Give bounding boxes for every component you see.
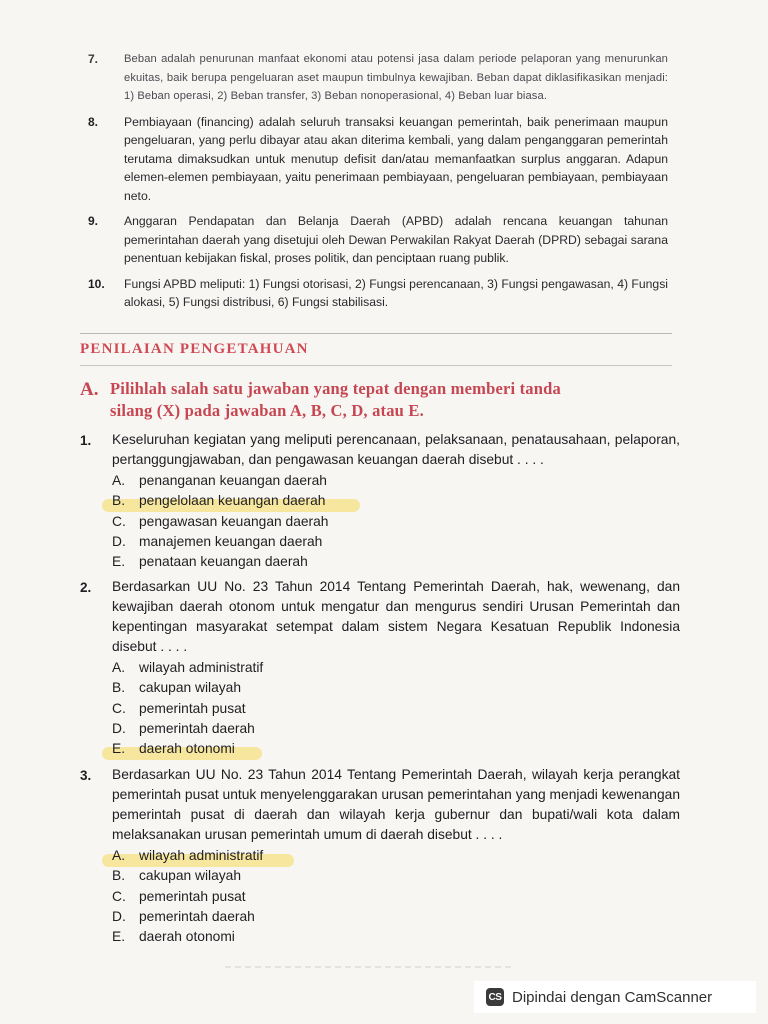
- option-text: daerah otonomi: [139, 741, 235, 757]
- definition-item: [88, 50, 668, 106]
- option-text: wilayah administratif: [139, 848, 264, 863]
- option-letter: A.: [112, 473, 126, 488]
- instruction-line: Pilihlah salah satu jawaban yang tepat dengan memberi tanda: [110, 379, 561, 398]
- definition-item: [88, 275, 668, 312]
- option-text: cakupan wilayah: [139, 868, 242, 884]
- option-a[interactable]: [112, 846, 680, 866]
- camscanner-text: Dipindai dengan CamScanner: [512, 988, 713, 1006]
- question-stem: Berdasarkan UU No. 23 Tahun 2014 Tentang Pemerintah Daerah, wilayah kerja perangkat pemerintah pusat untuk menyelenggarakan urusan pemerintahan yang menjadi kewenangan pemerintah pusat di daerah dan wilayah kerja gubernur dan bupati/wali kota dalam melaksanakan urusan pemerintah umum di daerah disebut . . . .: [112, 767, 680, 842]
- option-text: pemerintah daerah: [139, 908, 255, 924]
- definition-number: 9.: [88, 214, 99, 228]
- definition-text: Beban adalah penurunan manfaat ekonomi atau potensi jasa dalam periode pelaporan yang menurunkan ekuitas, baik berupa pengeluaran aset maupun timbulnya kewajiban. Beban dapat diklasifikasikan menjadi: 1) Beban operasi, 2) Beban transfer, 3) Beban nonoperasional, 4) Beban luar biasa.: [124, 53, 668, 102]
- option-letter: A.: [112, 660, 126, 675]
- definition-number: 7.: [88, 52, 99, 66]
- option-letter: E.: [112, 929, 126, 945]
- instruction-text: [110, 378, 561, 422]
- option-e[interactable]: [112, 552, 680, 572]
- option-letter: C.: [112, 513, 126, 529]
- option-text: pengelolaan keuangan daerah: [139, 493, 326, 509]
- question-stem: Berdasarkan UU No. 23 Tahun 2014 Tentang Pemerintah Daerah, hak, wewenang, dan kewajiban daerah otonom untuk mengatur dan mengurus sendiri Urusan Pemerintah dan kepentingan masyarakat setempat dalam sistem Negara Kesatuan Republik Indonesia disebut . . . .: [112, 579, 680, 654]
- option-letter: C.: [112, 700, 126, 716]
- option-letter: C.: [112, 888, 126, 904]
- option-text: cakupan wilayah: [139, 680, 242, 696]
- option-a[interactable]: [112, 658, 680, 678]
- option-d[interactable]: [112, 532, 680, 552]
- option-d[interactable]: [112, 907, 680, 927]
- option-letter: E.: [112, 741, 126, 757]
- definition-item: [88, 113, 668, 206]
- option-text: wilayah administratif: [139, 660, 264, 675]
- option-text: pemerintah pusat: [139, 700, 246, 716]
- option-letter: B.: [112, 493, 126, 509]
- option-text: penataan keuangan daerah: [139, 554, 308, 570]
- question-1: [80, 430, 680, 572]
- section-divider-bottom: [80, 365, 672, 366]
- option-letter: B.: [112, 680, 126, 696]
- definition-list: [88, 50, 668, 319]
- option-text: manajemen keuangan daerah: [139, 533, 323, 549]
- question-body: [112, 577, 680, 759]
- definition-text: Pembiayaan (financing) adalah seluruh transaksi keuangan pemerintah, baik penerimaan maupun pengeluaran, yang perlu dibayar atau akan diterima kembali, yang dalam penganggaran pemerintah terutama dimaksudkan untuk menutup defisit dan/atau memanfaatkan surplus anggaran. Adapun elemen-elemen pembiayaan, yaitu penerimaan pembiayaan, pengeluaran pembiayaan, pembiayaan neto.: [124, 114, 668, 203]
- option-letter: D.: [112, 908, 126, 924]
- question-number: 2.: [80, 580, 92, 595]
- option-b[interactable]: [112, 491, 680, 511]
- option-c[interactable]: [112, 699, 680, 719]
- question-stem: Keseluruhan kegiatan yang meliputi perencanaan, pelaksanaan, penatausahaan, pelaporan, pertanggungjawaban, dan pengawasan keuangan daerah disebut . . . .: [112, 432, 680, 467]
- camscanner-watermark: [474, 981, 756, 1013]
- question-2: [80, 577, 680, 759]
- option-letter: E.: [112, 554, 126, 570]
- option-letter: D.: [112, 533, 126, 549]
- question-3: [80, 765, 680, 947]
- definition-number: 8.: [88, 114, 99, 129]
- option-text: penanganan keuangan daerah: [139, 473, 327, 488]
- option-d[interactable]: [112, 719, 680, 739]
- option-letter: A.: [112, 848, 126, 863]
- question-body: [112, 430, 680, 572]
- definition-number: 10.: [88, 276, 105, 291]
- option-text: daerah otonomi: [139, 929, 235, 945]
- option-e[interactable]: [112, 739, 680, 759]
- instruction-heading: [80, 378, 680, 422]
- option-b[interactable]: [112, 866, 680, 886]
- definition-text: Anggaran Pendapatan dan Belanja Daerah (APBD) adalah rencana keuangan tahunan pemerintahan daerah yang disetujui oleh Dewan Perwakilan Rakyat Daerah (DPRD) sebagai sarana penentuan kebijakan fiskal, proses politik, dan penciptaan ruang publik.: [124, 214, 668, 265]
- instruction-line: silang (X) pada jawaban A, B, C, D, atau E.: [110, 401, 424, 420]
- option-b[interactable]: [112, 678, 680, 698]
- definition-item: [88, 212, 668, 268]
- question-body: [112, 765, 680, 947]
- option-letter: B.: [112, 868, 126, 884]
- section-divider-top: [80, 333, 672, 334]
- option-c[interactable]: [112, 512, 680, 532]
- option-text: pemerintah daerah: [139, 720, 255, 736]
- option-letter: D.: [112, 720, 126, 736]
- option-e[interactable]: [112, 927, 680, 947]
- question-number: 1.: [80, 433, 92, 448]
- option-c[interactable]: [112, 887, 680, 907]
- camscanner-logo-icon: CS: [486, 988, 504, 1006]
- option-text: pemerintah pusat: [139, 888, 246, 904]
- faded-footer-line: [225, 966, 515, 968]
- definition-text: Fungsi APBD meliputi: 1) Fungsi otorisasi, 2) Fungsi perencanaan, 3) Fungsi pengawasan, 4) Fungsi alokasi, 5) Fungsi distribusi, 6) Fungsi stabilisasi.: [124, 276, 668, 309]
- option-a[interactable]: [112, 471, 680, 491]
- option-text: pengawasan keuangan daerah: [139, 513, 329, 529]
- instruction-letter: A.: [80, 379, 99, 400]
- section-title: PENILAIAN PENGETAHUAN: [80, 341, 309, 357]
- question-number: 3.: [80, 768, 92, 783]
